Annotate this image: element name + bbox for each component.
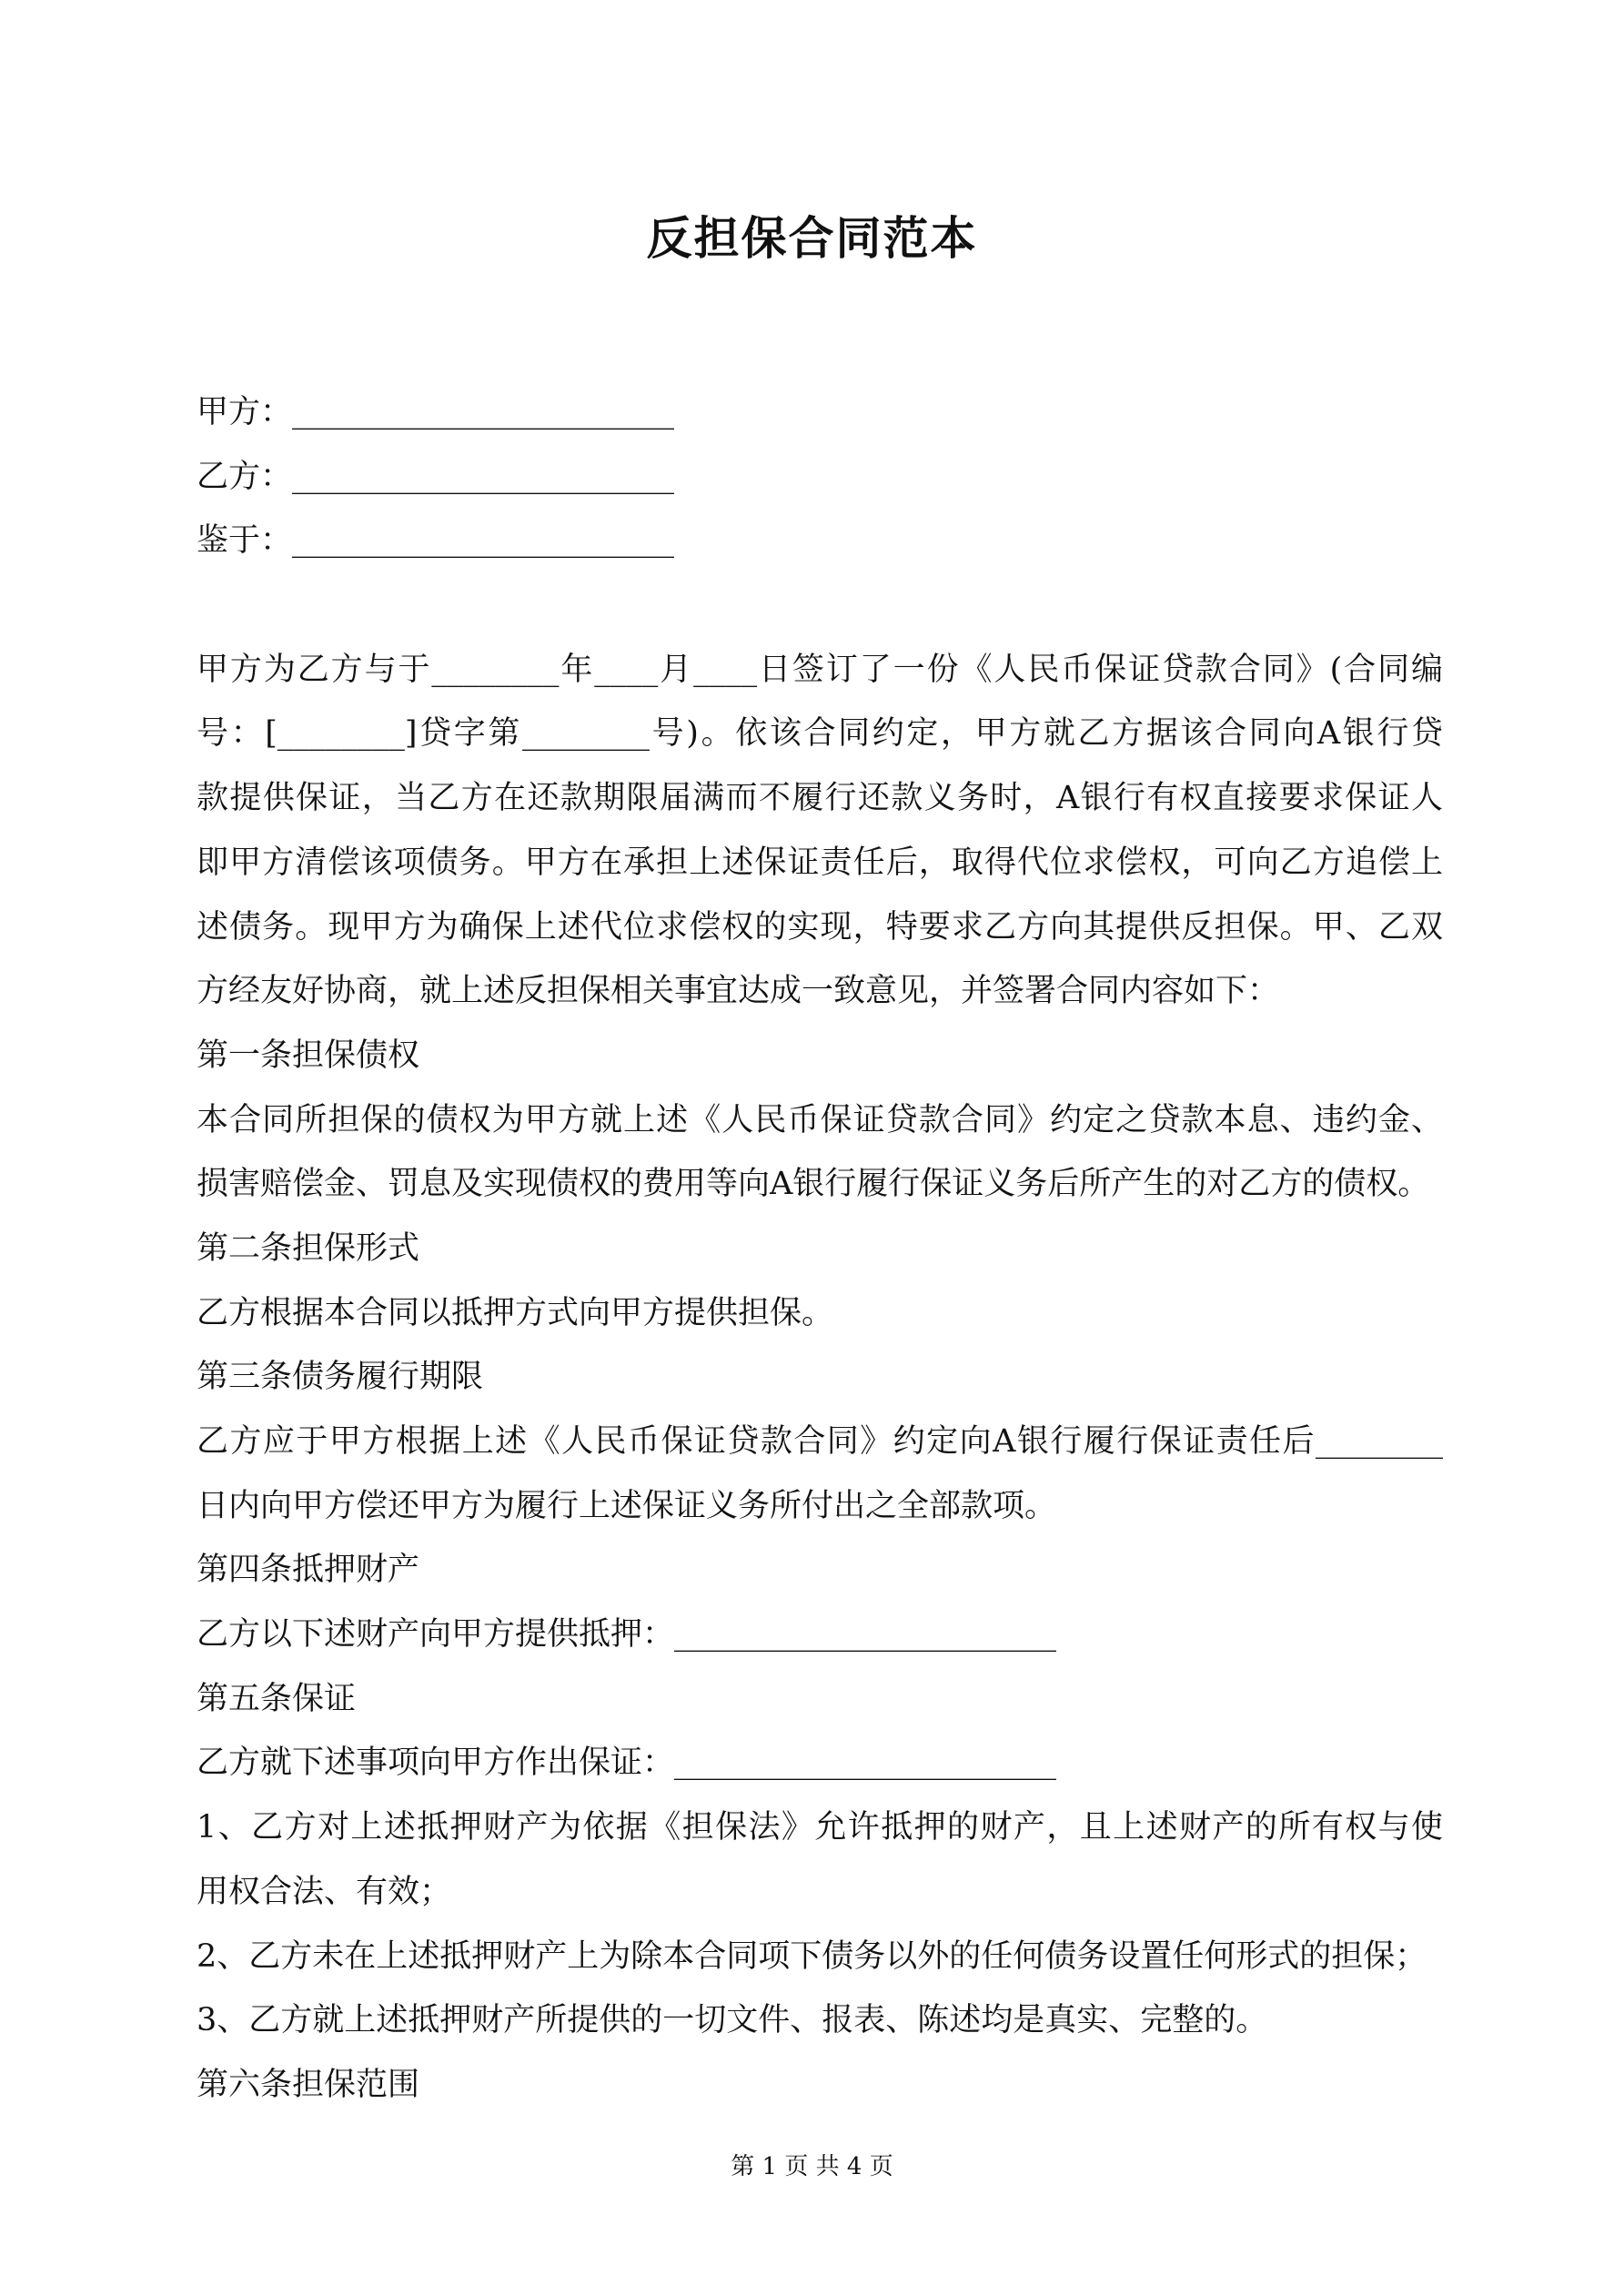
document-title: 反担保合同范本: [646, 211, 978, 265]
text-line: 款提供保证，当乙方在还款期限届满而不履行还款义务时，A银行有权直接要求保证人: [197, 780, 1443, 817]
text-line: 用权合法、有效；: [197, 1873, 452, 1910]
clause-heading: 第四条抵押财产: [197, 1552, 420, 1589]
text-line: 乙方应于甲方根据上述《人民币保证贷款合同》约定向A银行履行保证责任后________: [197, 1423, 1443, 1460]
clause-heading: 第六条担保范围: [197, 2066, 420, 2103]
clause-heading: 第三条债务履行期限: [197, 1359, 484, 1396]
document-body: [197, 380, 1443, 2118]
text-line: 即甲方清偿该项债务。甲方在承担上述保证责任后，取得代位求偿权，可向乙方追偿上: [197, 844, 1443, 881]
contract-text: [197, 638, 1443, 2118]
clause-heading: 第一条担保债权: [197, 1037, 420, 1074]
text-line: 本合同所担保的债权为甲方就上述《人民币保证贷款合同》约定之贷款本息、违约金、: [197, 1101, 1443, 1138]
text-line: 1、乙方对上述抵押财产为依据《担保法》允许抵押的财产，且上述财产的所有权与使: [197, 1809, 1443, 1846]
text-line: 乙方根据本合同以抵押方式向甲方提供担保。: [197, 1294, 834, 1331]
text-line: 3、乙方就上述抵押财产所提供的一切文件、报表、陈述均是真实、完整的。: [197, 2002, 1268, 2039]
page-number: 第 1 页 共 4 页: [731, 2153, 893, 2180]
party-fields: [197, 380, 1443, 573]
text-line: 损害赔偿金、罚息及实现债权的费用等向A银行履行保证义务后所产生的对乙方的债权。: [197, 1166, 1430, 1203]
clause-heading: 第五条保证: [197, 1680, 357, 1717]
party-field: 甲方：________________________: [197, 394, 675, 430]
party-field: 乙方：________________________: [197, 458, 675, 495]
text-line: 日内向甲方偿还甲方为履行上述保证义务所付出之全部款项。: [197, 1487, 1057, 1524]
clause-heading: 第二条担保形式: [197, 1229, 420, 1267]
text-line: 乙方以下述财产向甲方提供抵押：________________________: [197, 1616, 1057, 1654]
spacer: [197, 573, 1443, 638]
text-line: 乙方就下述事项向甲方作出保证：________________________: [197, 1745, 1057, 1782]
text-line: 方经友好协商，就上述反担保相关事宜达成一致意见，并签署合同内容如下：: [197, 973, 1280, 1010]
text-line: 述债务。现甲方为确保上述代位求偿权的实现，特要求乙方向其提供反担保。甲、乙双: [197, 908, 1443, 946]
text-line: 2、乙方未在上述抵押财产上为除本合同项下债务以外的任何债务设置任何形式的担保；: [197, 1937, 1427, 1975]
text-line: 甲方为乙方与于________年____月____日签订了一份《人民币保证贷款合同》(合同编: [197, 651, 1443, 688]
party-field: 鉴于：________________________: [197, 522, 675, 560]
text-line: 号：[________]贷字第________号)。依该合同约定，甲方就乙方据该合同向A银行贷: [197, 715, 1443, 753]
